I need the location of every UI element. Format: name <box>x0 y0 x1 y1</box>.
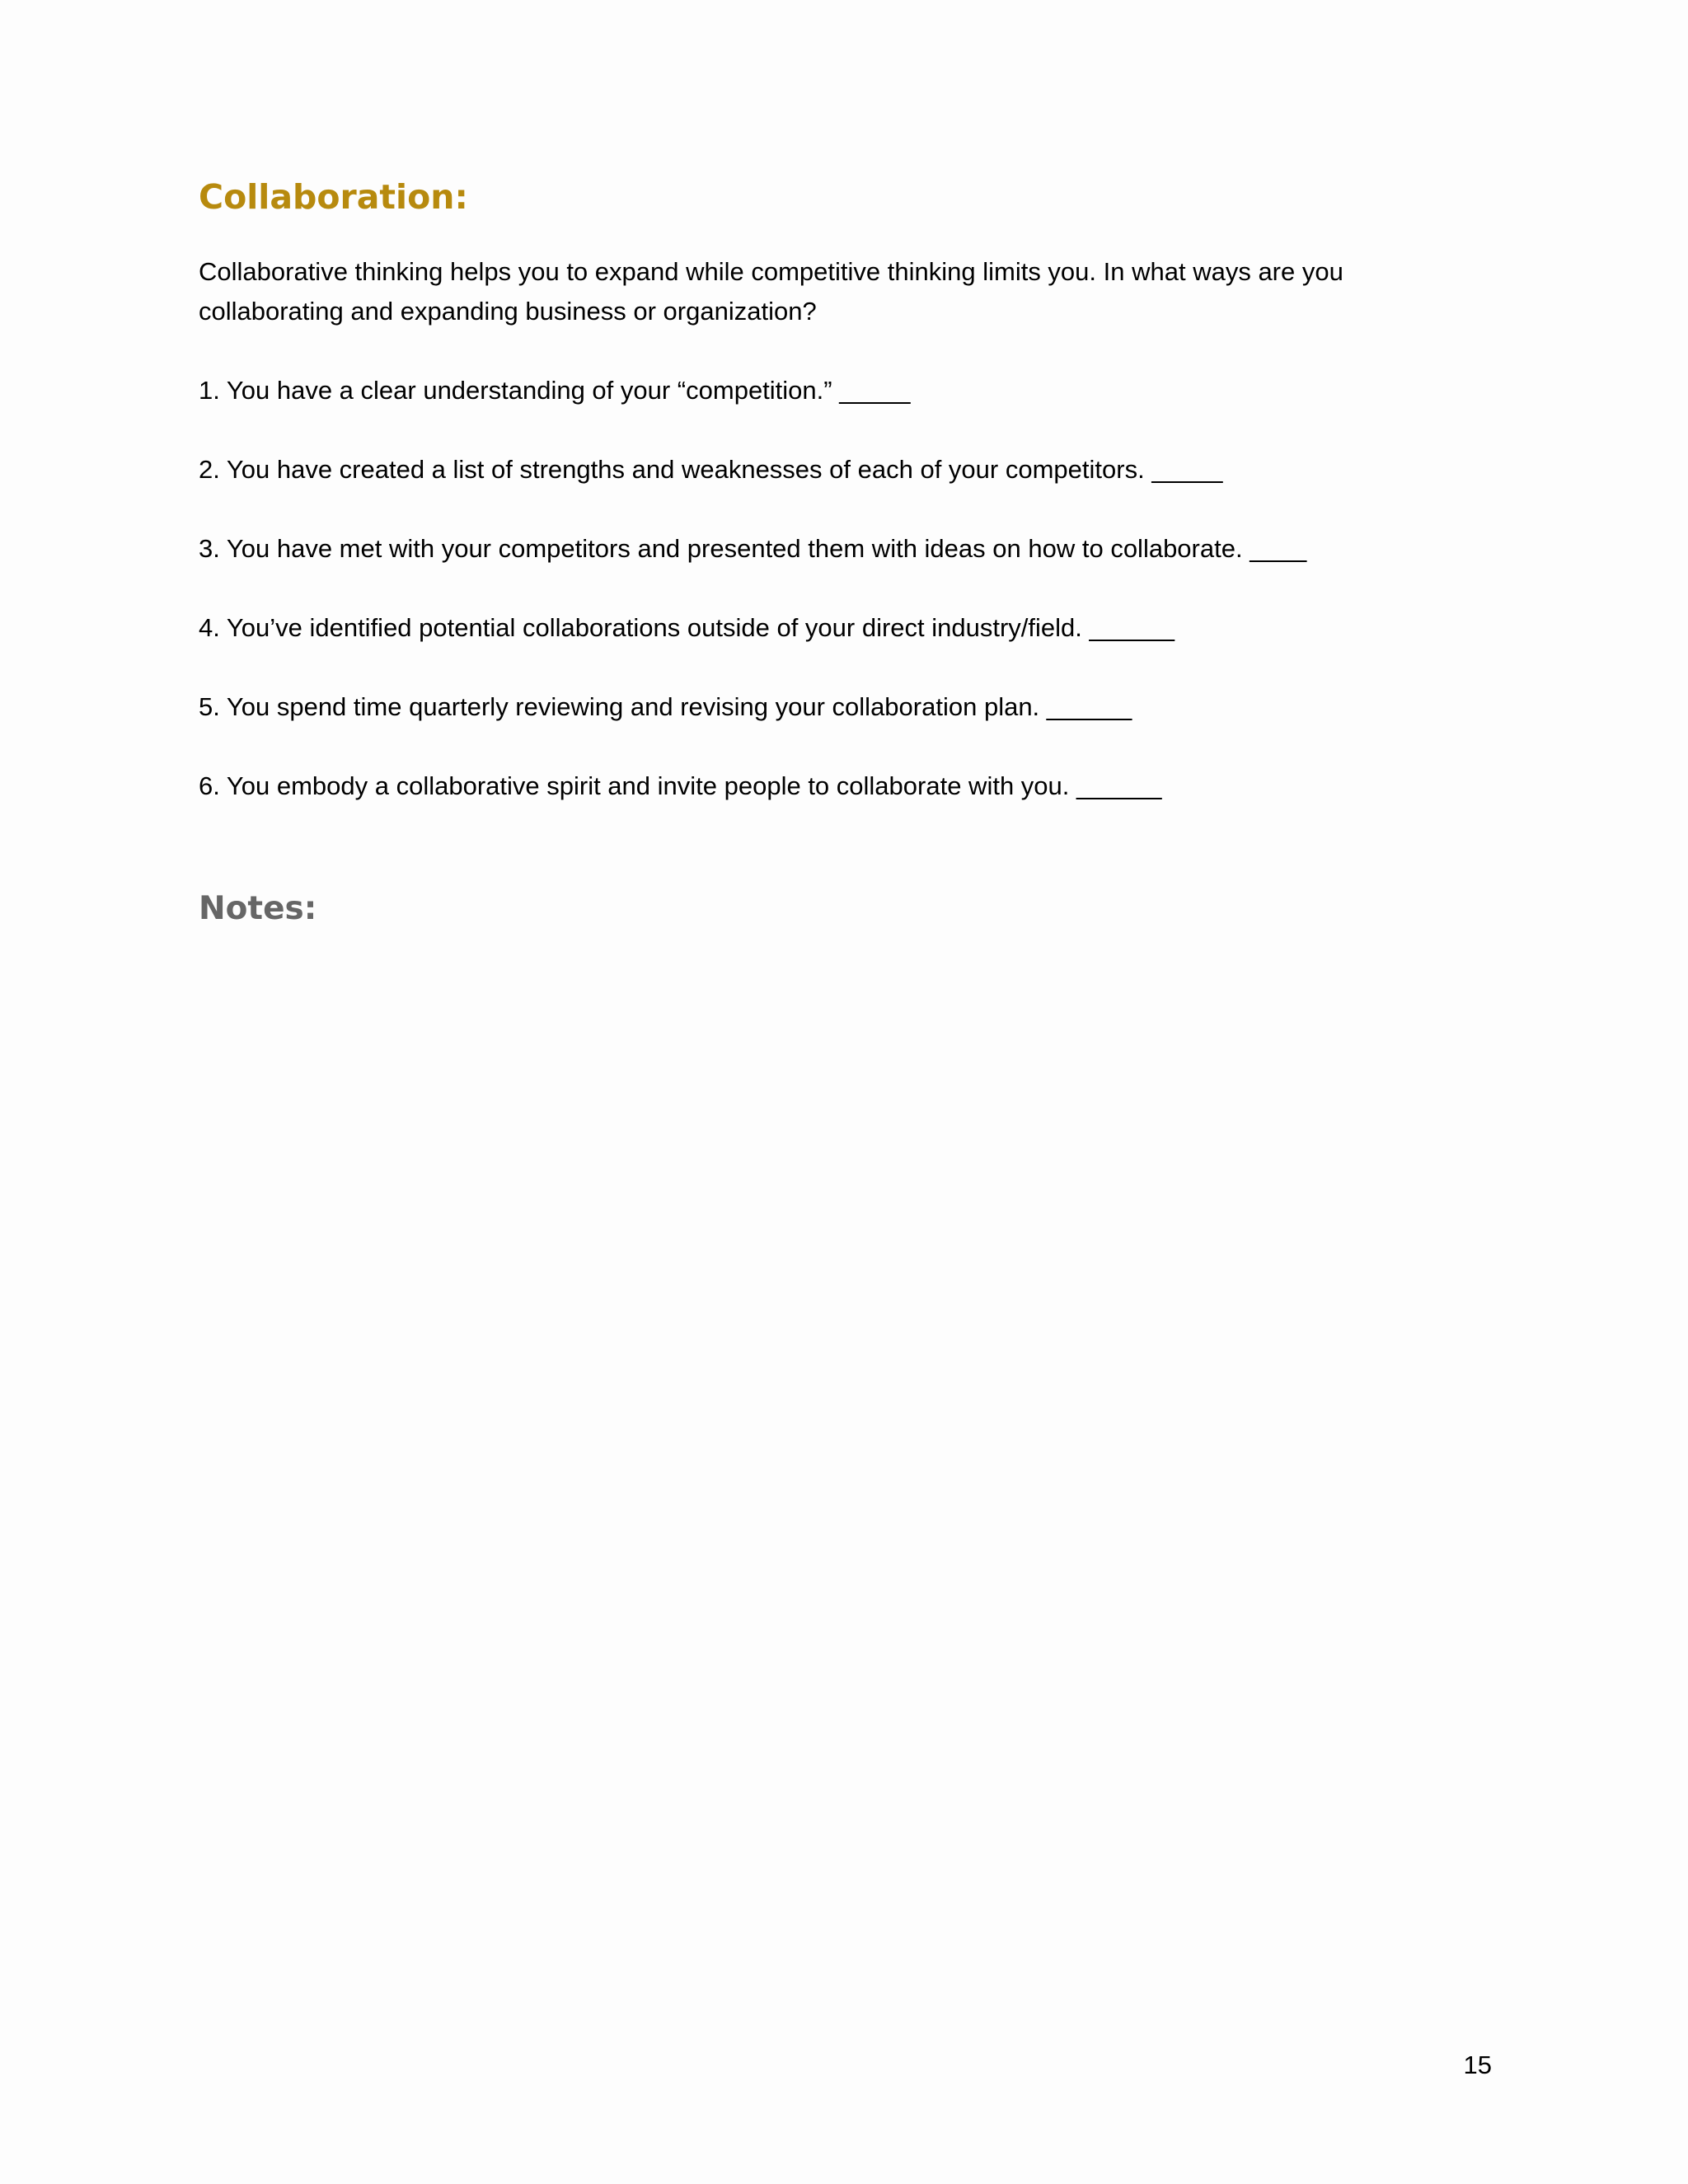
checklist-item-text: 6. You embody a collaborative spirit and invite people to collaborate with you. <box>199 771 1070 800</box>
checklist-item-text: 2. You have created a list of strengths and weaknesses of each of your competitors. <box>199 455 1145 484</box>
checklist-item-4 <box>199 608 1484 648</box>
page-content <box>199 170 1484 936</box>
checklist <box>199 371 1484 806</box>
answer-blank[interactable]: ______ <box>1076 771 1162 800</box>
checklist-item-2 <box>199 450 1484 490</box>
page-number: 15 <box>1463 2050 1492 2079</box>
checklist-item-text: 1. You have a clear understanding of your “competition.” <box>199 376 832 405</box>
checklist-item-6 <box>199 766 1484 806</box>
answer-blank[interactable]: ______ <box>1046 692 1132 721</box>
answer-blank[interactable]: ____ <box>1250 534 1307 563</box>
checklist-item-5 <box>199 687 1484 727</box>
checklist-item-text: 4. You’ve identified potential collaborations outside of your direct industry/field. <box>199 613 1082 642</box>
checklist-item-text: 3. You have met with your competitors and presented them with ideas on how to collaborate. <box>199 534 1243 563</box>
answer-blank[interactable]: _____ <box>1151 455 1223 484</box>
intro-paragraph: Collaborative thinking helps you to expand while competitive thinking limits you. In what ways are you collaborating and expanding business or organization? <box>199 257 1343 326</box>
answer-blank[interactable]: ______ <box>1089 613 1175 642</box>
answer-blank[interactable]: _____ <box>839 376 911 405</box>
checklist-item-text: 5. You spend time quarterly reviewing and revising your collaboration plan. <box>199 692 1040 721</box>
checklist-item-3 <box>199 529 1484 569</box>
notes-heading: Notes: <box>199 890 317 927</box>
section-title: Collaboration: <box>199 177 468 217</box>
checklist-item-1 <box>199 371 1484 410</box>
